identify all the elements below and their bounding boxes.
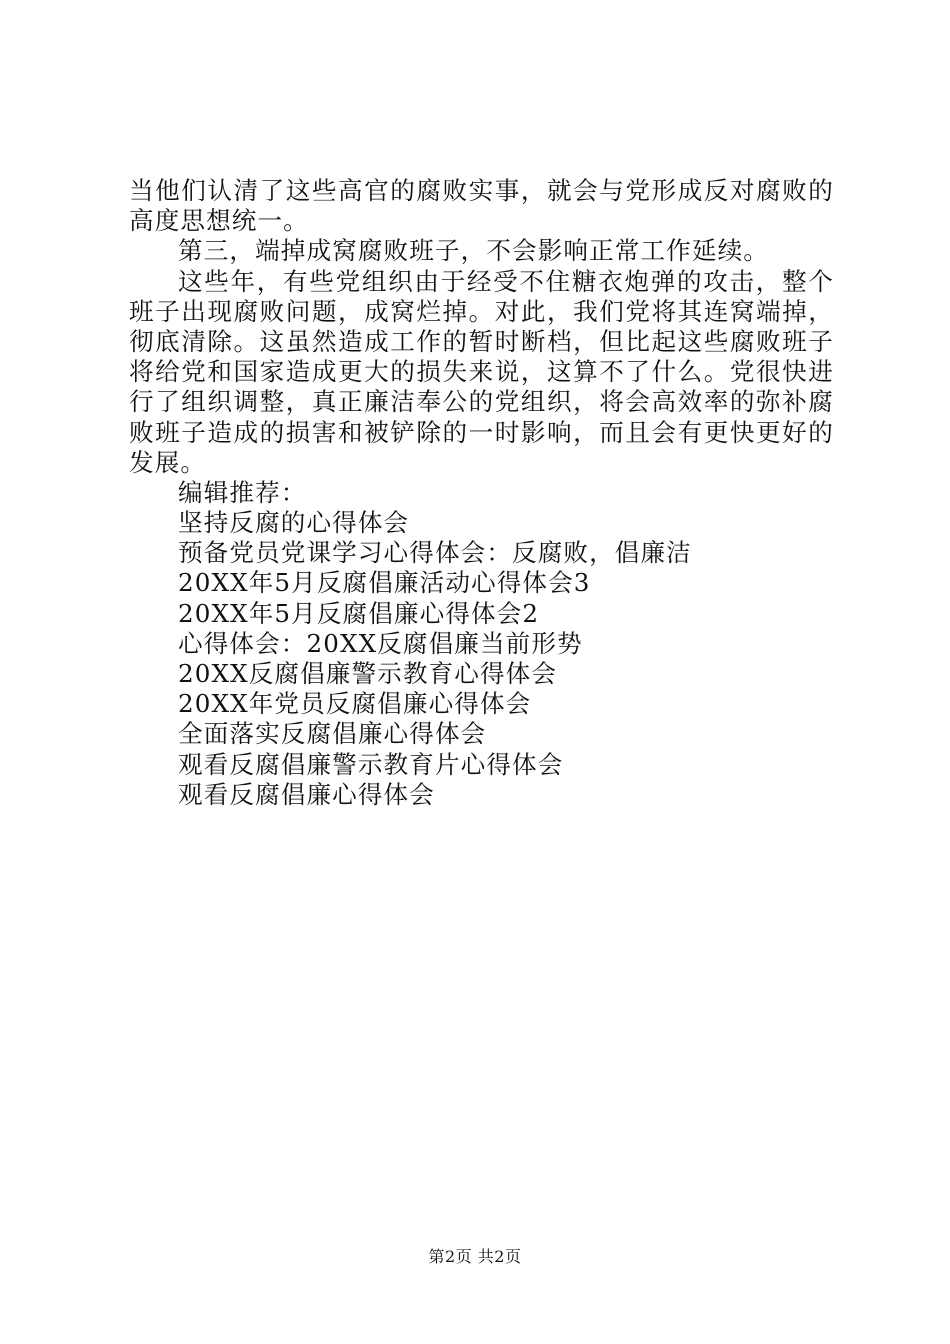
recommend-link[interactable]: 全面落实反腐倡廉心得体会 — [178, 719, 487, 749]
paragraph-line: 彻底清除。这虽然造成工作的暂时断档，但比起这些腐败班子 — [129, 326, 834, 356]
paragraph-line: 发展。 — [129, 447, 207, 477]
paragraph-line: 高度思想统一。 — [129, 206, 309, 236]
article-body — [129, 176, 834, 810]
page-footer: 第2页 共2页 — [428, 1247, 522, 1266]
paragraph-line: 班子出现腐败问题，成窝烂掉。对此，我们党将其连窝端掉， — [129, 296, 834, 326]
paragraph-line: 这些年，有些党组织由于经受不住糖衣炮弹的攻击，整个 — [178, 266, 834, 296]
recommend-link[interactable]: 20XX年5月反腐倡廉心得体会2 — [178, 598, 540, 628]
recommend-link[interactable]: 20XX年党员反腐倡廉心得体会 — [178, 689, 532, 719]
recommend-link[interactable]: 心得体会：20XX反腐倡廉当前形势 — [178, 628, 583, 658]
paragraph-line: 败班子造成的损害和被铲除的一时影响，而且会有更快更好的 — [129, 417, 834, 447]
recommend-link[interactable]: 20XX反腐倡廉警示教育心得体会 — [178, 659, 558, 688]
recommend-link[interactable]: 20XX年5月反腐倡廉活动心得体会3 — [178, 568, 591, 598]
paragraph-line: 当他们认清了这些高官的腐败实事，就会与党形成反对腐败的 — [129, 176, 834, 205]
recommend-link[interactable]: 坚持反腐的心得体会 — [178, 508, 410, 538]
paragraph-line: 行了组织调整，真正廉洁奉公的党组织，将会高效率的弥补腐 — [129, 387, 834, 417]
recommend-heading: 编辑推荐： — [178, 477, 307, 507]
paragraph-line: 将给党和国家造成更大的损失来说，这算不了什么。党很快进 — [129, 357, 834, 387]
recommend-link[interactable]: 观看反腐倡廉心得体会 — [178, 779, 435, 809]
recommend-link[interactable]: 预备党员党课学习心得体会：反腐败，倡廉洁 — [178, 538, 692, 568]
section-heading: 第三，端掉成窝腐败班子，不会影响正常工作延续。 — [178, 236, 769, 266]
recommend-link[interactable]: 观看反腐倡廉警示教育片心得体会 — [178, 749, 564, 779]
